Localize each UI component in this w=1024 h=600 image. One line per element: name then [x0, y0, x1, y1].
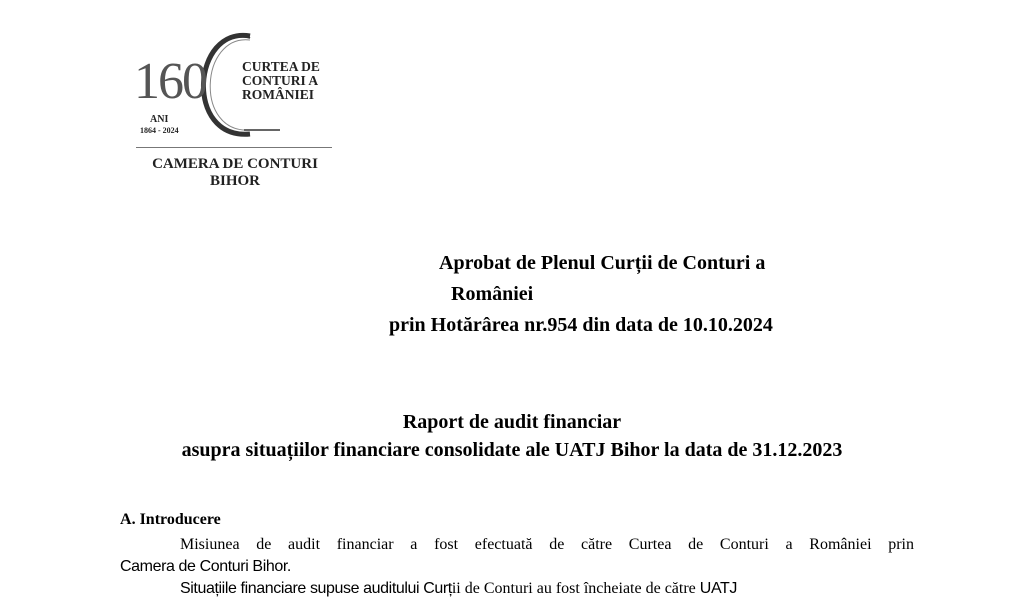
logo-number: 160 [134, 53, 206, 110]
approval-line-3: prin Hotărârea nr.954 din data de 10.10.2024 [389, 314, 773, 336]
logo-ani: ANI [150, 114, 169, 125]
paragraph-2-part-3: UATJ [695, 580, 738, 597]
logo-org-name: CURTEA DE CONTURI A ROMÂNIEI [242, 59, 320, 102]
approval-line-1: Aprobat de Plenul Curții de Conturi a [439, 252, 766, 274]
logo-years: 1864 - 2024 [140, 126, 179, 135]
logo-divider [136, 147, 332, 148]
paragraph-1-line-2: Camera de Conturi Bihor. [120, 558, 291, 575]
report-subtitle: asupra situațiilor financiare consolidate ale UATJ Bihor la data de 31.12.2023 [181, 439, 843, 461]
logo [132, 30, 342, 200]
section-letter: A [120, 511, 132, 528]
approval-line-2: României [451, 283, 534, 305]
paragraph-1-line-1: Misiunea de audit financiar a fost efectuată de către Curtea de Conturi a României prin [180, 536, 914, 553]
logo-camera-name: CAMERA DE CONTURI BIHOR [152, 156, 318, 189]
paragraph-2 [120, 578, 914, 600]
paragraph-2-part-2: ii de Conturi au fost încheiate de către [451, 580, 696, 597]
section-title: . Introducere [131, 511, 221, 528]
report-title: Raport de audit financiar [402, 411, 622, 433]
paragraph-2-part-1: Situațiile financiare supuse auditului Curț [180, 580, 452, 597]
section-heading-introducere [120, 511, 221, 529]
